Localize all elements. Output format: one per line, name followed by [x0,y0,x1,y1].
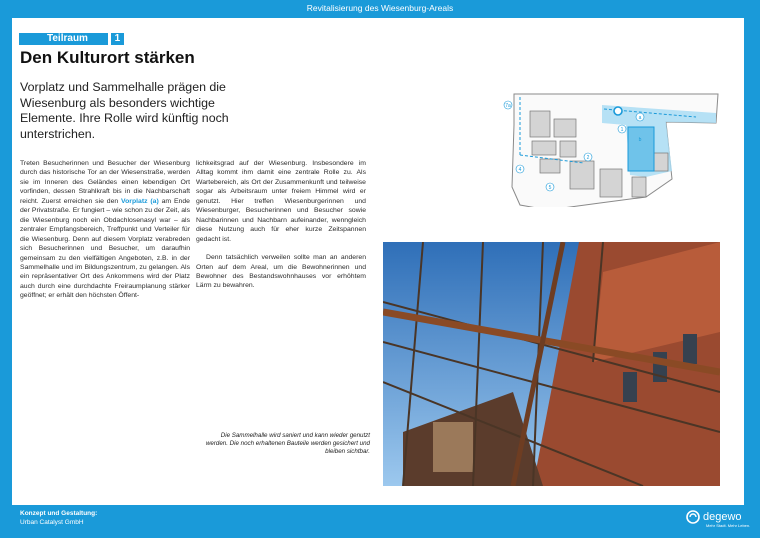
photo-caption: Die Sammelhalle wird saniert und kann wieder genutzt werden. Die noch erhaltenen Bauteile werden gesichert und bleiben sichtbar. [205,432,370,456]
col2-paragraph-1: lichkeitsgrad auf der Wiesenburg. Insbesondere im Alltag kommt ihm damit eine zentrale Rolle zu. Als Wartebereich, als Ort der Zusammenkunft und teilweise sogar als Arbeitsraum unter freiem Himmel wird er genutzt. Hier treffen Wiesenburgerinnen und Wiesenburger, Besucherinnen und Besucher sowie Nachbarinnen und Nachbarn aufeinander, wenngleich diese Nutzung auch für eher kurze Zeitspannen gedacht ist. [196,160,366,243]
section-tag-number: 1 [111,33,124,45]
ruin-window [433,422,473,472]
logo-slogan: Mehr Stadt. Mehr Leben. [706,523,751,528]
window [623,372,637,402]
marker-label: a [638,115,642,121]
marker-label: 1 [620,127,624,133]
degewo-logo [686,510,751,528]
sammelhalle-photo [383,242,720,486]
marker-label: b [638,137,642,143]
building-block [532,141,556,155]
marker-label: 4 [518,167,522,173]
site-plan-map [490,77,720,207]
credit-block [20,510,97,527]
body-column-1 [20,159,190,301]
building-block [530,111,550,137]
page-header-title: Revitalisierung des Wiesenburg-Areals [306,3,454,13]
building-block [600,169,622,197]
building-block [554,119,576,137]
marker-label: 2 [586,155,590,161]
building-block [560,141,576,157]
building-block [540,159,560,173]
degewo-logo-icon [686,510,700,524]
marker-label: 5 [548,185,552,191]
credit-value: Urban Catalyst GmbH [20,518,84,526]
section-tag-label: Teilraum [19,33,108,45]
section-tag [19,33,124,45]
window [683,334,697,364]
building-block [632,177,646,197]
lead-paragraph: Vorplatz und Sammelhalle prägen die Wiesenburg als besonders wichtige Elemente. Ihre Rolle wird künftig noch unterstrichen. [20,80,229,141]
vorplatz-highlight: Vorplatz (a) [121,197,159,205]
col1-text-after: am Ende der Privatstraße. Er fungiert – wie schon zu der Zeit, als die Wiesenburg noch ein Obdachlosenasyl war – als zentraler Empfangsbereich, Treffpunkt und Verteiler für die Wiesenburg. Denn auf diesem Vorplatz verabreden sich Besucherinnen und Besucher, um daraufhin gemeinsam zu den vielfältigen Angeboten, z.B. in der Sammelhalle und im Bildungszentrum, zu gelangen. Als ein repräsentativer Ort des Ankommens wird der Platz auch durch eine durchdachte Freiraumplanung stärker geöffnet; er erhält den höchsten Öffent- [20,197,190,300]
building-block [570,161,594,189]
credit-label: Konzept und Gestaltung: [20,510,98,517]
sammelhalle-building [628,127,654,171]
location-marker-icon [614,107,622,115]
page-title: Den Kulturort stärken [20,48,195,67]
col2-paragraph-2: Denn tatsächlich verweilen sollte man an anderen Orten auf dem Areal, um die Bewohnerinnen und Bewohner des Bestandswohnhauses vor erhöhtem Lärm zu bewahren. [196,254,366,290]
marker-label: 7a [505,103,511,109]
logo-name: degewo [703,510,742,523]
body-column-2 [196,159,366,291]
col1-text-before: Treten Besucherinnen und Besucher der Wiesenburg durch das historische Tor an der Wiesenstraße, werden sie im Inneren des Geländes einen lebendigen Ort vorfinden, dessen Strahlkraft bis in die Nachbarschaft reicht. Zuerst erreichen sie den [20,160,190,205]
